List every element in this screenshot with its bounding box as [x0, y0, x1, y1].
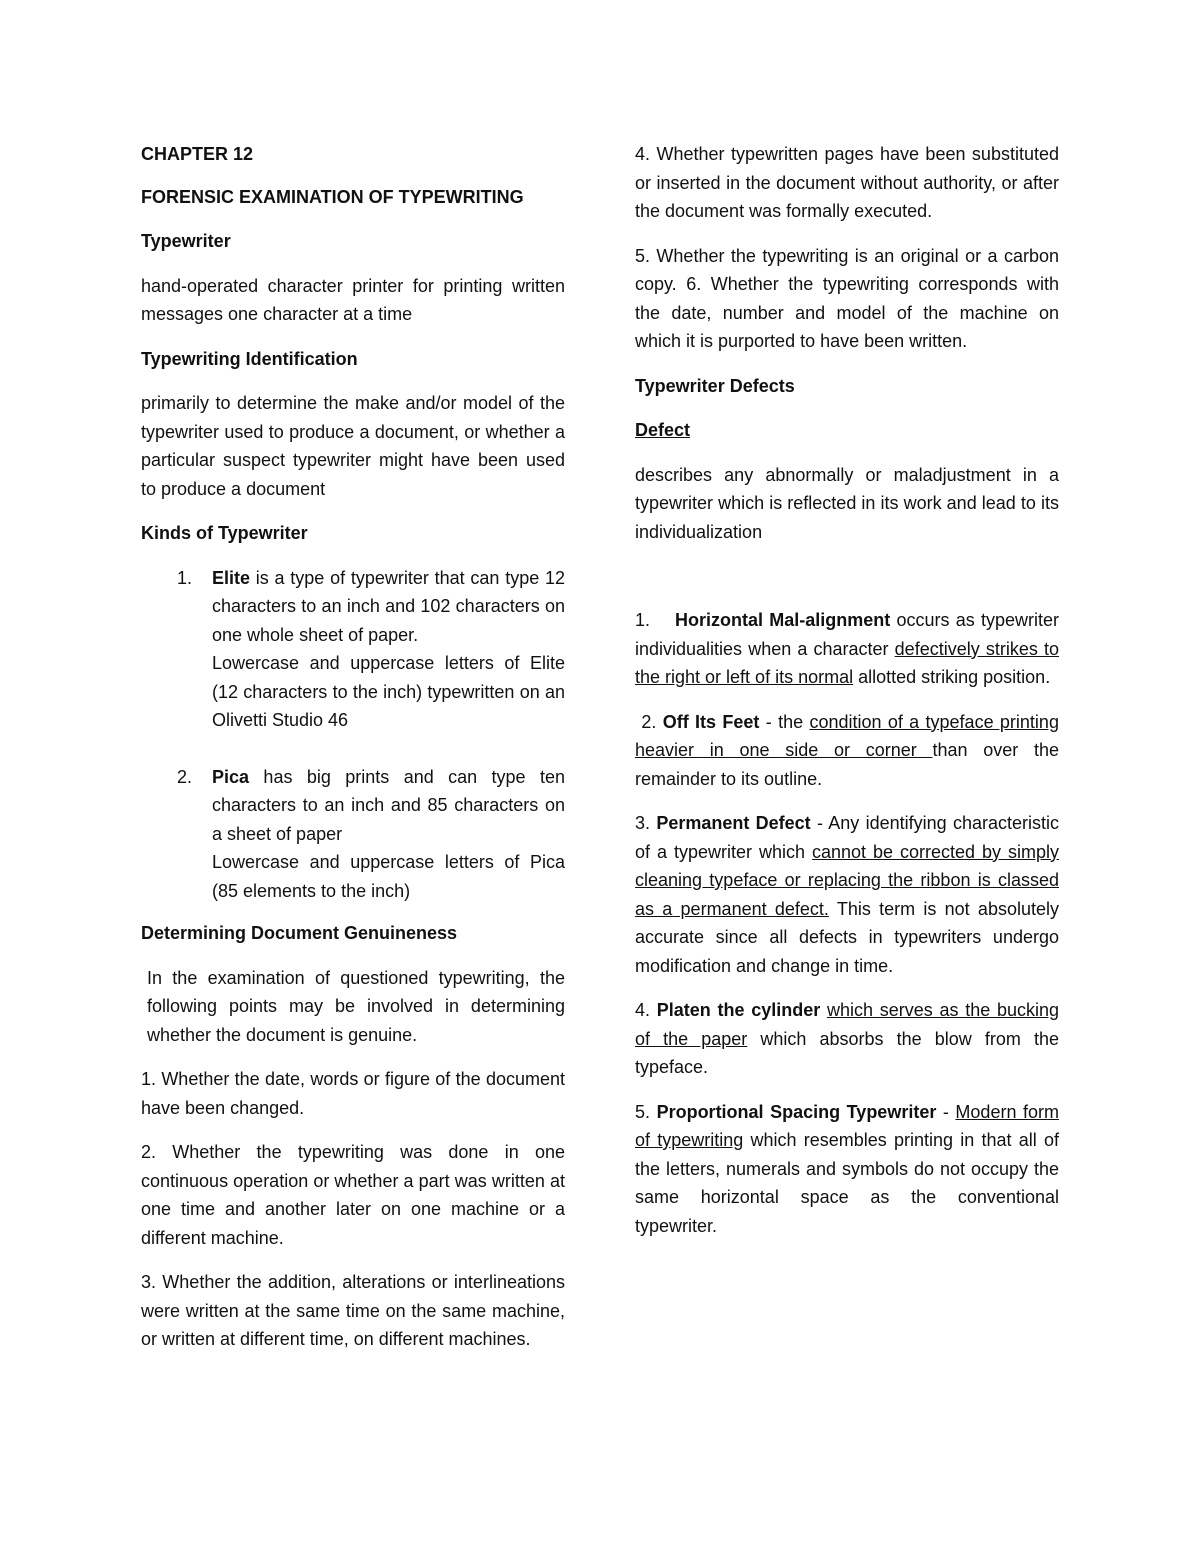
defect-number: 4.: [635, 1000, 651, 1020]
list-item-pica: [141, 763, 565, 906]
defect-heading: Defect: [635, 420, 691, 440]
defect-text: This term is not absolutely accurate since all defects in typewriters undergo modification and change in time.: [635, 898, 1059, 976]
defect-number: 3.: [635, 813, 651, 833]
defect-1: [635, 606, 1059, 692]
spacer: [635, 562, 1059, 606]
identification-definition: primarily to determine the make and/or model of the typewriter used to produce a document, or whether a particular suspect typewriter might have been used to produce a document: [141, 393, 565, 499]
defect-text: - Any identifying characteristic of a typewriter which: [635, 813, 1059, 862]
defect-text: - the: [759, 711, 810, 732]
defect-text: than over the remainder to its outline.: [635, 740, 1059, 789]
kinds-heading: Kinds of Typewriter: [141, 523, 308, 543]
right-column: [635, 140, 1059, 1256]
defects-heading: Typewriter Defects: [635, 375, 795, 396]
defect-text: allotted striking position.: [853, 667, 1051, 687]
defect-text: occurs as typewriter individualities when a character: [635, 610, 1059, 659]
defect-number: 1.: [635, 610, 651, 630]
defect-term: Permanent Defect: [656, 813, 811, 833]
defect-underlined: cannot be corrected by simply cleaning typeface or replacing the ribbon is classed as a permanent defect.: [635, 841, 1059, 919]
chapter-title: FORENSIC EXAMINATION OF TYPEWRITING: [141, 186, 524, 207]
typewriter-heading: Typewriter: [141, 231, 231, 251]
chapter-number: CHAPTER 12: [141, 144, 254, 164]
defect-number: 2.: [641, 711, 657, 732]
point-2: 2. Whether the typewriting was done in one continuous operation or whether a part was written at one time and another later on one machine or a different machine.: [141, 1142, 565, 1248]
term-elite: Elite: [212, 567, 251, 588]
elite-description: is a type of typewriter that can type 12 characters to an inch and 102 characters on one whole sheet of paper.: [212, 567, 565, 645]
defect-4: [635, 996, 1059, 1082]
left-column: [141, 140, 565, 1370]
defect-number: 5.: [635, 1101, 651, 1122]
term-pica: Pica: [212, 766, 250, 787]
point-3: 3. Whether the addition, alterations or interlineations were written at the same time on the same machine, or written at different time, on different machines.: [141, 1272, 565, 1349]
elite-sample-note: Lowercase and uppercase letters of Elite (12 characters to the inch) typewritten on an Olivetti Studio 46: [212, 653, 565, 730]
list-number: 2.: [177, 766, 193, 787]
defect-term: Proportional Spacing Typewriter: [656, 1101, 937, 1122]
defect-text: which absorbs the blow from the typeface.: [635, 1028, 1059, 1077]
genuineness-intro: In the examination of questioned typewriting, the following points may be involved in determining whether the document is genuine.: [147, 967, 565, 1045]
identification-heading: Typewriting Identification: [141, 348, 358, 369]
defect-5: [635, 1098, 1059, 1241]
point-5-6: 5. Whether the typewriting is an original or a carbon copy. 6. Whether the typewriting corresponds with the date, number and model of the machine on which it is purported to have been written.: [635, 245, 1059, 351]
list-item-elite: [141, 564, 565, 735]
defect-3: [635, 809, 1059, 980]
defect-underlined: condition of a typeface printing heavier in one side or corner: [635, 711, 1059, 760]
defect-definition: describes any abnormally or maladjustment in a typewriter which is reflected in its work and lead to its individualization: [635, 464, 1059, 542]
defect-text: which resembles printing in that all of the letters, numerals and symbols do not occupy the same horizontal space as the conventional typewriter.: [635, 1130, 1059, 1236]
point-4: 4. Whether typewritten pages have been substituted or inserted in the document without authority, or after the document was formally executed.: [635, 144, 1059, 221]
defect-text: -: [936, 1101, 956, 1122]
defect-term: Horizontal Mal-alignment: [674, 610, 891, 630]
defect-underlined: Modern form of typewriting: [635, 1101, 1059, 1150]
typewriter-definition: hand-operated character printer for printing written messages one character at a time: [141, 275, 565, 324]
pica-sample-note: Lowercase and uppercase letters of Pica (85 elements to the inch): [212, 852, 565, 901]
genuineness-heading: Determining Document Genuineness: [141, 923, 458, 943]
defect-text: [820, 1000, 827, 1020]
defect-underlined: defectively strikes to the right or left of its normal: [635, 638, 1059, 687]
defect-term: Off Its Feet: [662, 711, 760, 732]
kinds-list: [141, 564, 565, 906]
defect-underlined: which serves as the bucking of the paper: [635, 1000, 1059, 1049]
point-1: 1. Whether the date, words or figure of the document have been changed.: [141, 1069, 565, 1118]
list-number: 1.: [177, 567, 193, 588]
defect-2: [635, 708, 1059, 794]
defect-term: Platen the cylinder: [656, 1000, 821, 1020]
pica-description: has big prints and can type ten characters to an inch and 85 characters on a sheet of paper: [212, 766, 565, 844]
